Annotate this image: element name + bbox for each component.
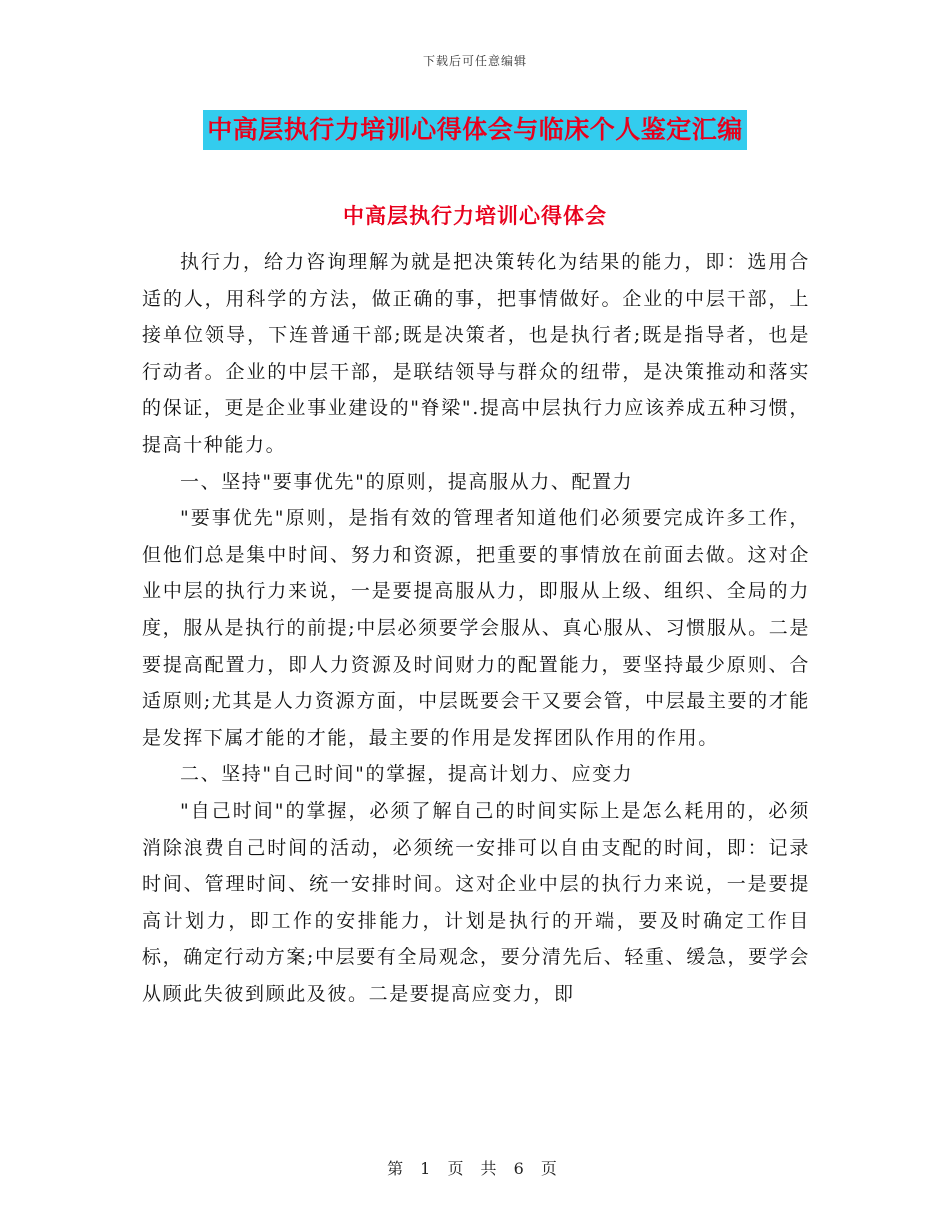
- page-footer: 第 1 页 共 6 页: [387, 1159, 563, 1178]
- paragraph-heading: 二、坚持"自己时间"的掌握，提高计划力、应变力: [180, 763, 634, 786]
- document-title: 中高层执行力培训心得体会与临床个人鉴定汇编: [203, 110, 747, 150]
- body-text: [142, 244, 810, 1012]
- title-banner: [0, 110, 950, 150]
- paragraph: "自己时间"的掌握，必须了解自己的时间实际上是怎么耗用的，必须消除浪费自己时间的活动，必须统一安排可以自由支配的时间，即：记录时间、管理时间、统一安排时间。这对企业中层的执行力来说，一是要提高计划力，即工作的安排能力，计划是执行的开端，要及时确定工作目标，确定行动方案;中层要有全局观念，要分清先后、轻重、缓急，要学会从顾此失彼到顾此及彼。二是要提高应变力，即: [142, 799, 810, 1005]
- paragraph: "要事优先"原则，是指有效的管理者知道他们必须要完成许多工作，但他们总是集中时间、努力和资源，把重要的事情放在前面去做。这对企业中层的执行力来说，一是要提高服从力，即服从上级、组织、全局的力度，服从是执行的前提;中层必须要学会服从、真心服从、习惯服从。二是要提高配置力，即人力资源及时间财力的配置能力，要坚持最少原则、合适原则;尤其是人力资源方面，中层既要会干又要会管，中层最主要的才能是发挥下属才能的才能，最主要的作用是发挥团队作用的作用。: [142, 507, 810, 749]
- page-header-note: 下载后可任意编辑: [422, 54, 527, 68]
- paragraph-heading: 一、坚持"要事优先"的原则，提高服从力、配置力: [180, 470, 634, 493]
- paragraph: 执行力，给力咨询理解为就是把决策转化为结果的能力，即：选用合适的人，用科学的方法，做正确的事，把事情做好。企业的中层干部，上接单位领导，下连普通干部;既是决策者，也是执行者;既是指导者，也是行动者。企业的中层干部，是联结领导与群众的纽带，是决策推动和落实的保证，更是企业事业建设的"脊梁".提高中层执行力应该养成五种习惯，提高十种能力。: [142, 251, 810, 456]
- section-title: 中高层执行力培训心得体会: [343, 204, 607, 228]
